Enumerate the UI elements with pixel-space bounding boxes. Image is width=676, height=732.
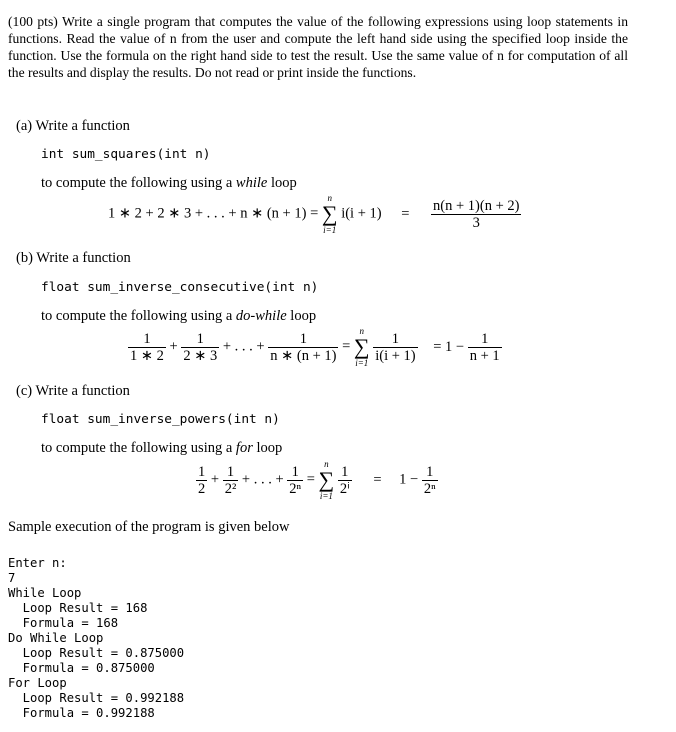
part-a-signature: int sum_squares(int n) xyxy=(41,147,211,162)
part-b-term2-den: 2 ∗ 3 xyxy=(183,347,218,364)
part-b-term2 xyxy=(181,331,219,364)
part-b-rhs-den: n + 1 xyxy=(469,347,500,364)
part-c-summation xyxy=(319,459,335,501)
part-c-equals-2: = xyxy=(373,471,382,488)
part-b-summation xyxy=(354,326,370,368)
part-a-rhs-numerator: n(n + 1)(n + 2) xyxy=(433,197,520,214)
part-b-plus: + xyxy=(169,338,178,355)
part-c-term2-den: 2² xyxy=(224,480,237,497)
part-b-sum-term-num: 1 xyxy=(391,330,400,347)
output-line: While Loop xyxy=(8,586,82,600)
part-c-instruction xyxy=(41,440,282,457)
part-b-sum-lower: i=1 xyxy=(355,358,369,368)
sample-heading: Sample execution of the program is given below xyxy=(8,519,290,535)
part-c-plus: + xyxy=(210,471,220,488)
sigma-symbol: ∑ xyxy=(353,334,370,359)
part-c-term3-num: 1 xyxy=(291,463,299,480)
part-a-instruction-suffix: loop xyxy=(270,175,297,191)
part-c-sum-term xyxy=(338,464,352,497)
output-line: Loop Result = 0.875000 xyxy=(8,646,185,660)
part-c-one-minus: 1 − xyxy=(399,471,419,488)
part-b-sum-upper: n xyxy=(359,326,364,336)
part-a-loop-type: while xyxy=(235,175,268,191)
problem-statement: (100 pts) Write a single program that computes the value of the following expressions using loop statements in functions. Read the value of n from the user and compute the left hand side using the specified loop inside the function. Use the formula on the right hand side to test the result. Use the same value of n for computation of all the results and display the results. Do not read or print inside the functions. xyxy=(8,14,628,80)
part-c-sum-upper: n xyxy=(324,459,329,469)
part-b-instruction-prefix: to compute the following using a xyxy=(41,308,233,324)
part-b-equals: = xyxy=(342,338,351,355)
part-a-rhs-denominator: 3 xyxy=(431,214,521,231)
part-b-term3 xyxy=(268,331,338,364)
part-a-instruction xyxy=(41,175,297,192)
output-line: Loop Result = 0.992188 xyxy=(8,691,185,705)
part-b-term2-num: 1 xyxy=(196,330,204,347)
part-a-summation xyxy=(322,193,338,235)
part-c-term3-den: 2ⁿ xyxy=(289,480,302,497)
part-a-instruction-prefix: to compute the following using a xyxy=(41,175,233,191)
part-c-instruction-suffix: loop xyxy=(256,440,283,456)
part-b-term1 xyxy=(128,331,166,364)
part-c-formula xyxy=(196,459,438,501)
output-line: Formula = 0.992188 xyxy=(8,706,155,720)
part-a-lhs: 1 ∗ 2 + 2 ∗ 3 + . . . + n ∗ (n + 1) = xyxy=(108,205,319,222)
part-c-instruction-prefix: to compute the following using a xyxy=(41,440,233,456)
output-line: Loop Result = 168 xyxy=(8,601,148,615)
part-c-sum-term-den: 2ⁱ xyxy=(339,480,350,497)
sample-output xyxy=(8,556,184,721)
part-b-signature: float sum_inverse_consecutive(int n) xyxy=(41,280,319,295)
part-c-term1-num: 1 xyxy=(198,463,206,480)
part-c-loop-type: for xyxy=(235,440,253,456)
part-a-sum-term: i(i + 1) xyxy=(341,205,382,222)
part-c-rhs-num: 1 xyxy=(426,463,434,480)
part-a-formula xyxy=(108,193,521,235)
part-b-term1-den: 1 ∗ 2 xyxy=(130,347,164,364)
part-b-sum-term-den: i(i + 1) xyxy=(375,347,416,364)
output-line: Do While Loop xyxy=(8,631,104,645)
part-b-one-minus: = 1 − xyxy=(433,338,465,355)
output-line: Formula = 0.875000 xyxy=(8,661,155,675)
part-c-term2 xyxy=(223,464,239,497)
part-a-equals: = xyxy=(401,205,410,222)
part-b-term3-den: n ∗ (n + 1) xyxy=(270,347,337,364)
part-b-rhs-fraction xyxy=(468,331,502,364)
part-c-sum-lower: i=1 xyxy=(319,491,333,501)
part-a-sum-upper: n xyxy=(327,193,332,203)
part-b-instruction xyxy=(41,308,316,325)
part-b-term3-num: 1 xyxy=(299,330,307,347)
part-c-signature: float sum_inverse_powers(int n) xyxy=(41,412,280,427)
sigma-symbol: ∑ xyxy=(318,467,335,492)
part-c-label: (c) Write a function xyxy=(16,383,130,399)
part-a-sum-lower: i=1 xyxy=(323,225,337,235)
part-c-term1 xyxy=(196,464,207,497)
part-c-ellipsis: + . . . + xyxy=(241,471,284,488)
sigma-symbol: ∑ xyxy=(321,201,338,226)
part-a-label: (a) Write a function xyxy=(16,118,130,134)
part-a-rhs-fraction xyxy=(431,198,521,231)
part-b-rhs-num: 1 xyxy=(481,330,489,347)
output-line: 7 xyxy=(8,571,16,585)
part-b-label: (b) Write a function xyxy=(16,250,131,266)
part-c-rhs-den: 2ⁿ xyxy=(423,480,436,497)
output-line: For Loop xyxy=(8,676,67,690)
part-c-equals: = xyxy=(306,471,315,488)
part-b-loop-type: do-while xyxy=(235,308,287,324)
part-c-sum-term-num: 1 xyxy=(341,463,349,480)
part-c-term2-num: 1 xyxy=(226,463,235,480)
part-c-rhs-fraction xyxy=(422,464,438,497)
part-b-term1-num: 1 xyxy=(143,330,151,347)
output-line: Enter n: xyxy=(8,556,67,570)
part-b-sum-term xyxy=(373,331,417,364)
part-c-term3 xyxy=(287,464,303,497)
part-b-instruction-suffix: loop xyxy=(290,308,317,324)
part-b-formula xyxy=(128,326,502,368)
part-b-ellipsis: + . . . + xyxy=(222,338,265,355)
output-line: Formula = 168 xyxy=(8,616,119,630)
part-c-term1-den: 2 xyxy=(198,480,206,497)
